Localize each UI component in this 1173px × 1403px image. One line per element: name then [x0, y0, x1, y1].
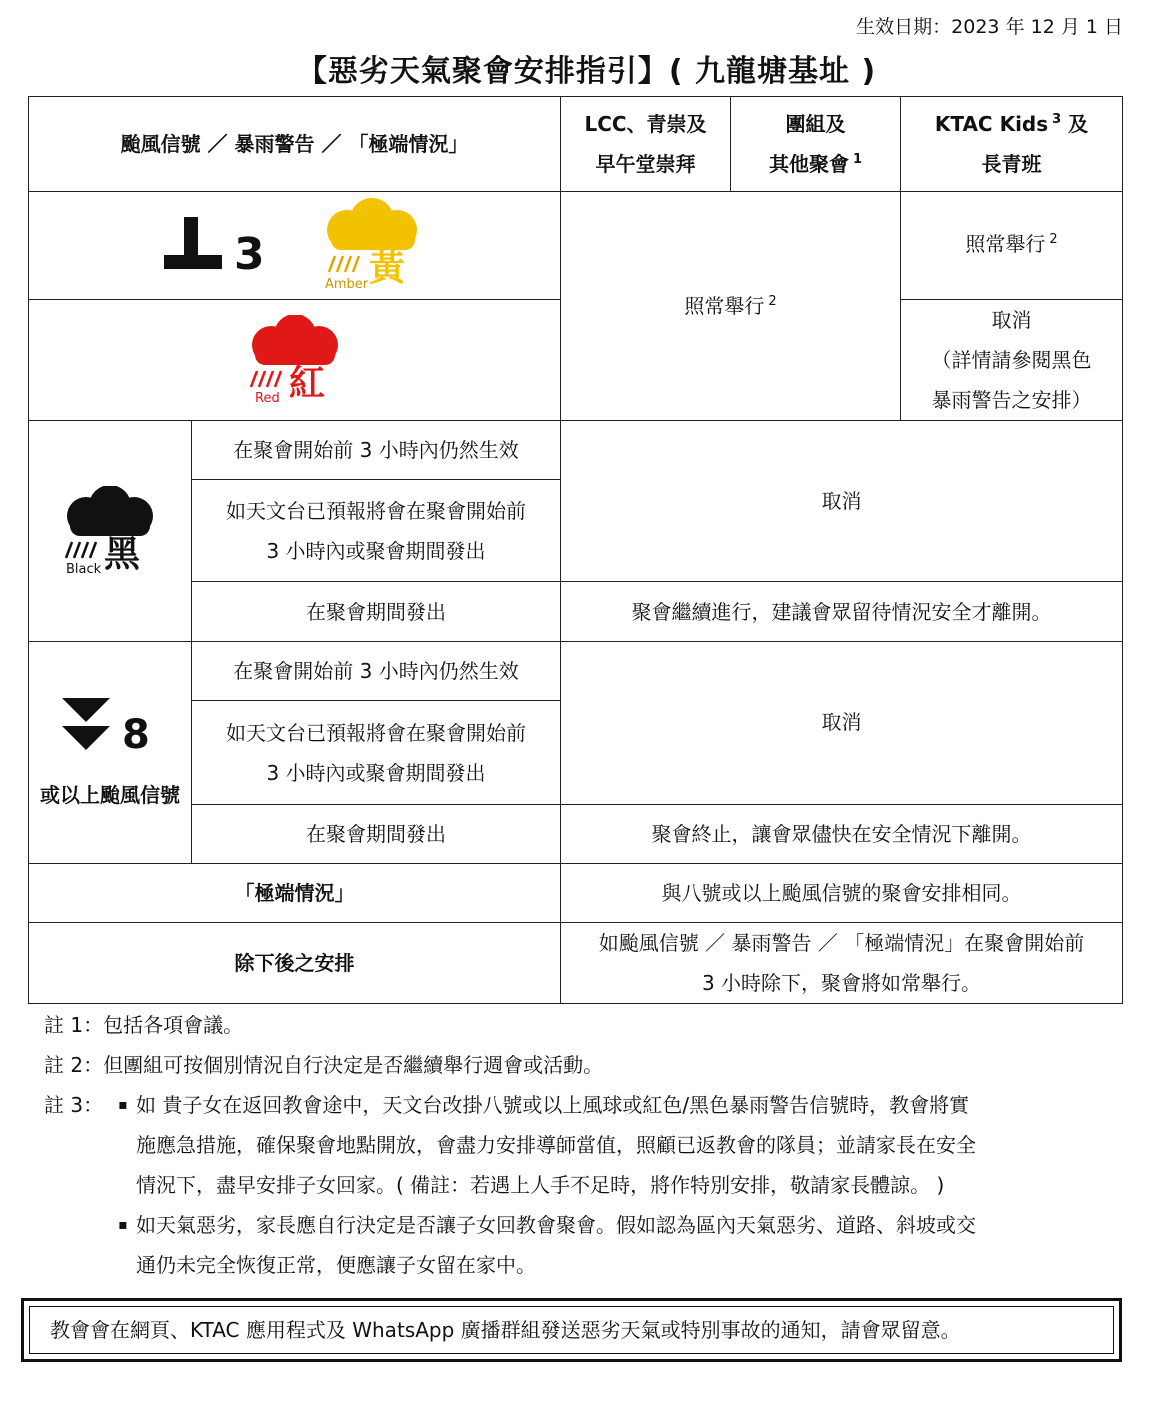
- signal3-number: 3: [234, 228, 265, 280]
- note-2: [44, 1045, 1124, 1085]
- bullet-2-line2: 通仍未完全恢復正常，便應讓子女留在家中。: [136, 1253, 536, 1277]
- header-worship-column: [561, 97, 731, 192]
- typhoon-cond2-cell: [192, 701, 561, 805]
- typhoon-signal-8-icon: [60, 696, 160, 760]
- page-title: 【惡劣天氣聚會安排指引】( 九龍塘基址 ): [296, 54, 877, 89]
- signal8-caption: 或以上颱風信號: [40, 782, 180, 807]
- amber-rainstorm-icon: [317, 198, 427, 293]
- row-black-cond1: [29, 421, 1123, 480]
- kids-normal-cell: [901, 192, 1123, 300]
- typhoon-cond3-cell: 在聚會期間發出: [192, 805, 561, 864]
- bullet-2-line1: 如天氣惡劣，家長應自行決定是否讓子女回教會聚會。假如認為區內天氣惡劣、道路、斜坡或交: [136, 1213, 976, 1237]
- note-1-text: 包括各項會議。: [103, 1013, 244, 1037]
- note-3-label: 註 3：: [44, 1093, 104, 1117]
- typhoon-signal-3-icon: [162, 211, 282, 281]
- normal-note-ref: 2: [768, 294, 777, 310]
- row-extreme: [29, 864, 1123, 923]
- header-kids-column: [901, 97, 1123, 192]
- black-label: Black: [66, 562, 102, 576]
- black-during-cell: 聚會繼續進行，建議會眾留待情況安全才離開。: [561, 582, 1123, 642]
- header-worship-line2: 早午堂崇拜: [595, 152, 696, 176]
- red-label: Red: [254, 391, 280, 405]
- amber-char: 黃: [368, 248, 405, 289]
- effective-date: 生效日期：2023 年 12 月 1 日: [856, 16, 1123, 38]
- header-kids-line1b: 及: [1061, 112, 1089, 136]
- normal-arrangement-text: 照常舉行: [684, 294, 765, 318]
- note-3-bullet-2: [110, 1205, 1124, 1285]
- arrangement-table: [28, 96, 1123, 1004]
- note-2-text: 但團組可按個別情況自行決定是否繼續舉行週會或活動。: [103, 1053, 604, 1077]
- typhoon-during-cell: 聚會終止，讓會眾儘快在安全情況下離開。: [561, 805, 1123, 864]
- kids-cancel-line1: 取消: [991, 308, 1032, 332]
- extreme-value-cell: 與八號或以上颱風信號的聚會安排相同。: [561, 864, 1123, 923]
- kids-cancel-line3: 暴雨警告之安排）: [931, 388, 1092, 412]
- row-typhoon-cond3: [29, 805, 1123, 864]
- row-black-cond3: [29, 582, 1123, 642]
- black-char: 黑: [104, 534, 141, 575]
- signal8-number: 8: [122, 711, 150, 758]
- typhoon8-icon-cell: [29, 642, 192, 864]
- header-kids-line1: KTAC Kids: [934, 112, 1049, 136]
- typhoon-cancel-cell: 取消: [561, 642, 1123, 805]
- bullet-1-line1: 如 貴子女在返回教會途中，天文台改掛八號或以上風球或紅色/黑色暴雨警告信號時，教會將實: [136, 1093, 970, 1117]
- after-label-cell: 除下後之安排: [29, 923, 561, 1004]
- footer-notice-box: [21, 1298, 1122, 1362]
- kids-cancel-cell: [901, 300, 1123, 421]
- row-typhoon-cond1: [29, 642, 1123, 701]
- row-after: [29, 923, 1123, 1004]
- red-rainstorm-icon: [245, 315, 345, 405]
- typhoon-cond2-line2: 3 小時內或聚會期間發出: [266, 760, 486, 785]
- bullet-1-marker: ▪: [118, 1097, 128, 1113]
- notes: [44, 1005, 1124, 1285]
- normal-arrangement-cell: [561, 192, 901, 421]
- row-signal3-amber: [29, 192, 1123, 300]
- note-2-label: 註 2：: [44, 1053, 104, 1077]
- signal3-amber-icons: [29, 192, 561, 300]
- typhoon-cond1-cell: 在聚會開始前 3 小時內仍然生效: [192, 642, 561, 701]
- header-groups-note-ref: 1: [852, 152, 863, 168]
- note-1: [44, 1005, 1124, 1045]
- black-cond2-line1: 如天文台已預報將會在聚會開始前: [226, 498, 526, 523]
- red-icon-cell: [29, 300, 561, 421]
- header-worship-line1: LCC、青崇及: [584, 112, 707, 136]
- header-groups-line2: 其他聚會: [768, 152, 849, 176]
- black-cond2-cell: [192, 480, 561, 582]
- header-groups-column: [731, 97, 901, 192]
- note-1-label: 註 1：: [44, 1013, 104, 1037]
- bullet-1-line2: 施應急措施，確保聚會地點開放，會盡力安排導師當值，照顧已返教會的隊員；並請家長在安全: [136, 1133, 976, 1157]
- black-icon-cell: [29, 421, 192, 642]
- footer-notice: 教會會在網頁、KTAC 應用程式及 WhatsApp 廣播群組發送惡劣天氣或特別事故的通知，請會眾留意。: [29, 1306, 1114, 1354]
- after-value-line1: 如颱風信號 ／ 暴雨警告 ／ 「極端情況」在聚會開始前: [598, 931, 1085, 955]
- header-kids-line2: 長青班: [981, 152, 1042, 176]
- kids-normal-text: 照常舉行: [965, 232, 1046, 256]
- note-3: [44, 1085, 1124, 1285]
- bullet-2-marker: ▪: [118, 1217, 128, 1233]
- after-value-cell: [561, 923, 1123, 1004]
- note-3-bullet-1: [110, 1085, 1124, 1205]
- red-char: 紅: [288, 363, 325, 404]
- black-rainstorm-icon: [60, 486, 160, 576]
- black-cond2-line2: 3 小時內或聚會期間發出: [266, 538, 486, 563]
- kids-normal-note-ref: 2: [1049, 232, 1058, 248]
- bullet-1-line3: 情況下，盡早安排子女回家。( 備註：若遇上人手不足時，將作特別安排，敬請家長體諒。 ): [136, 1173, 945, 1197]
- black-cond3-cell: 在聚會期間發出: [192, 582, 561, 642]
- header-signal-column: 颱風信號 ／ 暴雨警告 ／ 「極端情況」: [29, 97, 561, 192]
- black-cond1-cell: 在聚會開始前 3 小時內仍然生效: [192, 421, 561, 480]
- header-kids-note-ref: 3: [1052, 112, 1062, 128]
- extreme-label-cell: 「極端情況」: [29, 864, 561, 923]
- table-header-row: [29, 97, 1123, 192]
- amber-label: Amber: [324, 277, 368, 292]
- after-value-line2: 3 小時除下，聚會將如常舉行。: [701, 971, 982, 995]
- header-groups-line1: 團組及: [785, 112, 846, 136]
- kids-cancel-line2: （詳情請參閱黑色: [931, 348, 1092, 372]
- typhoon-cond2-line1: 如天文台已預報將會在聚會開始前: [226, 720, 526, 745]
- black-cancel-cell: 取消: [561, 421, 1123, 582]
